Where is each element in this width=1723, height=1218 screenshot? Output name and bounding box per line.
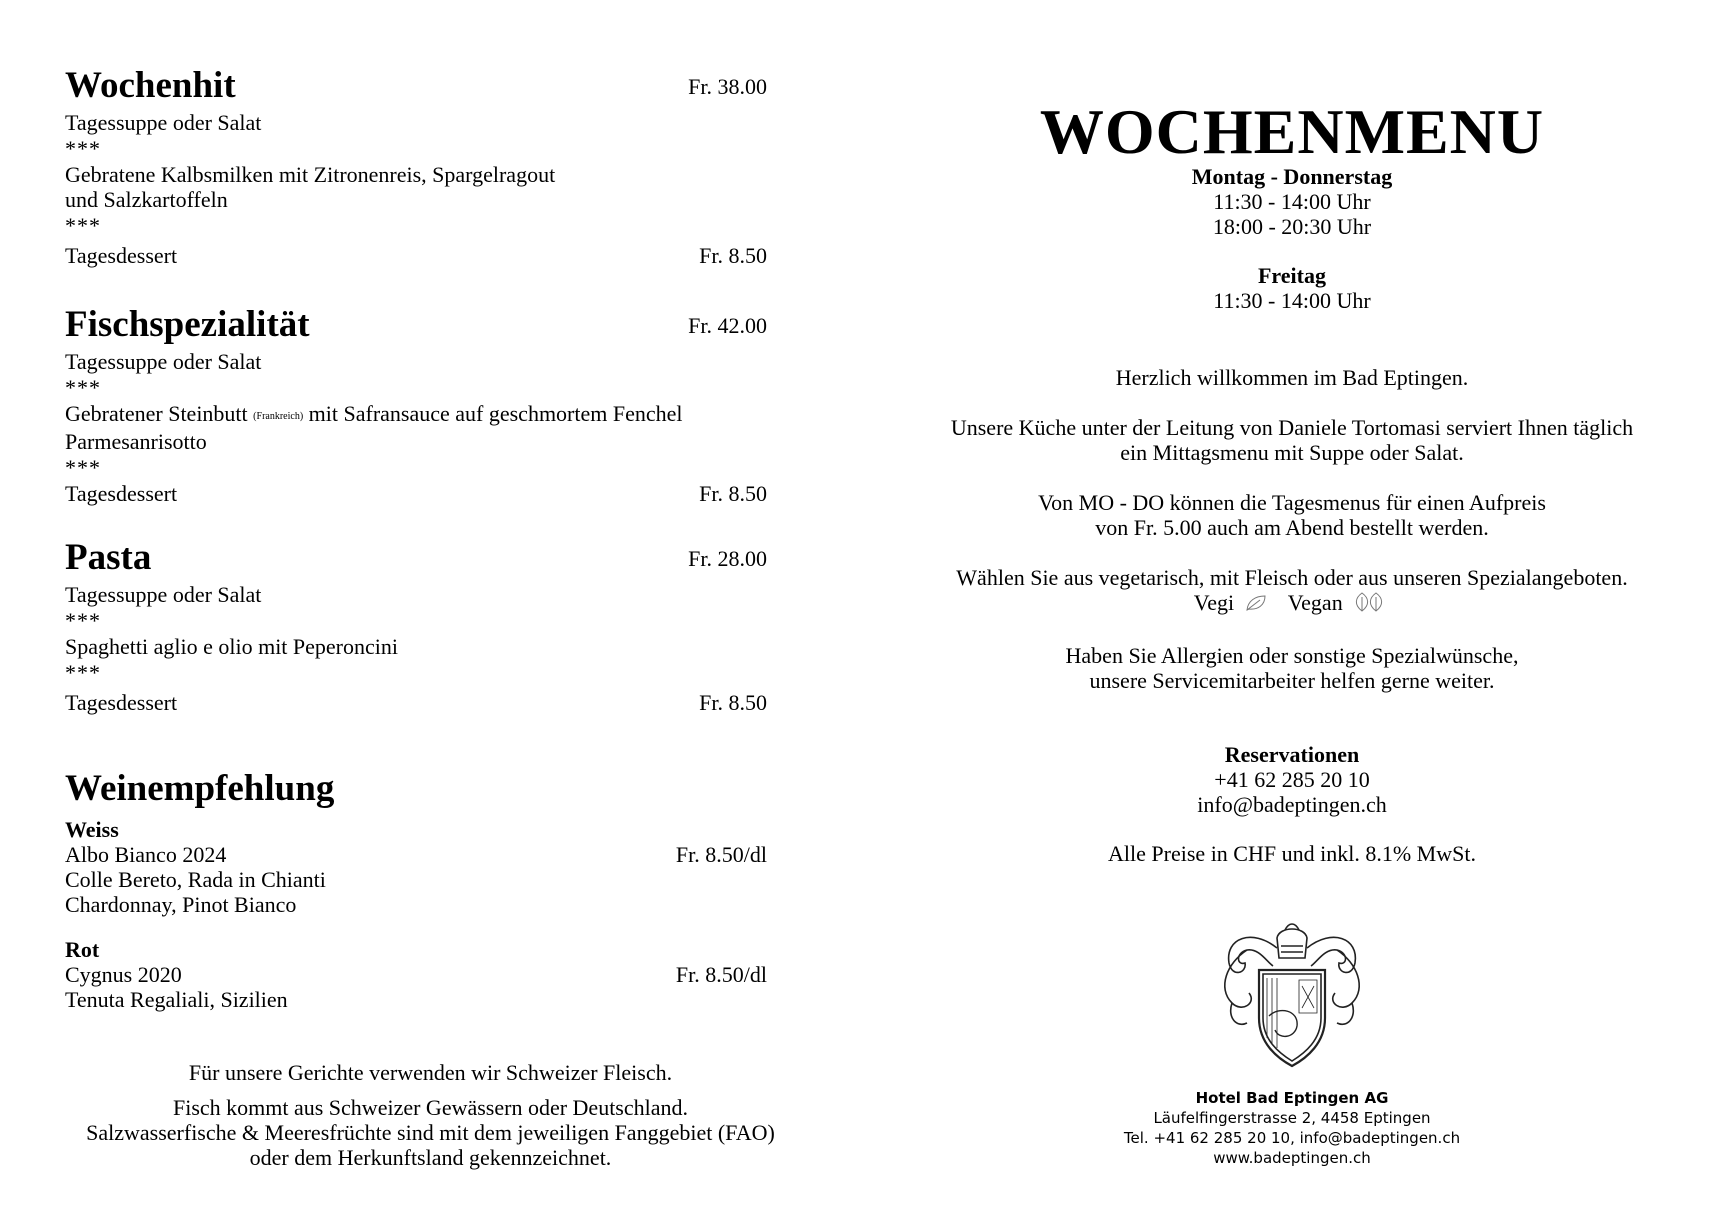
menu-dessert: Tagesdessert <box>65 690 178 715</box>
allergy-line-2: unsere Servicemitarbeiter helfen gerne weiter. <box>1089 668 1495 693</box>
wine-title: Weinempfehlung <box>65 768 335 809</box>
menu-dessert: Tagesdessert <box>65 481 178 506</box>
menu-main-line: und Salzkartoffeln <box>65 187 228 212</box>
menu-price: Fr. 28.00 <box>688 546 767 571</box>
menu-main-line: Parmesanrisotto <box>65 429 207 454</box>
wine-white-label: Weiss <box>65 817 119 842</box>
days-mon-thu: Montag - Donnerstag <box>1191 164 1393 189</box>
allergy-text <box>861 643 1723 693</box>
evening-text <box>861 490 1723 540</box>
menu-wochenhit <box>65 60 767 268</box>
menu-header <box>65 60 767 106</box>
menu-pasta <box>65 532 767 715</box>
street-address: Läufelfingerstrasse 2, 4458 Eptingen <box>1153 1109 1431 1127</box>
menu-header <box>65 299 767 345</box>
days-fri: Freitag <box>1257 263 1326 288</box>
kitchen-line-1: Unsere Küche unter der Leitung von Daniele Tortomasi serviert Ihnen täglich <box>950 415 1634 440</box>
choice-text <box>861 565 1723 618</box>
wine-red-detail: Tenuta Regaliali, Sizilien <box>65 987 288 1012</box>
menu-dessert-row <box>65 690 767 715</box>
origin-note: (Frankreich) <box>253 411 304 422</box>
intro-text <box>861 365 1723 718</box>
allergy-line-1: Haben Sie Allergien oder sonstige Spezialwünsche, <box>1065 643 1519 668</box>
website: www.badeptingen.ch <box>1213 1149 1371 1167</box>
leaf-icon <box>1244 593 1268 618</box>
wine-red-price: Fr. 8.50/dl <box>675 962 767 987</box>
fish-note-2: Salzwasserfische & Meeresfrüchte sind mit dem jeweiligen Fanggebiet (FAO) <box>86 1120 775 1145</box>
menu-starter: Tagessuppe oder Salat <box>65 110 262 135</box>
wine-recommendation <box>65 770 767 1012</box>
menu-dessert-row <box>65 243 767 268</box>
separator: *** <box>65 136 101 161</box>
reservations <box>861 742 1723 866</box>
menu-title: Fischspezialität <box>65 304 310 345</box>
contact-line: Tel. +41 62 285 20 10, info@badeptingen.ch <box>1123 1129 1461 1147</box>
menu-dessert-price: Fr. 8.50 <box>699 243 767 268</box>
email-address: info@badeptingen.ch <box>1197 792 1387 817</box>
company-address <box>861 1088 1723 1168</box>
vegi-label: Vegi <box>1193 590 1235 615</box>
menu-dessert-price: Fr. 8.50 <box>699 481 767 506</box>
welcome-text: Herzlich willkommen im Bad Eptingen. <box>1115 365 1469 390</box>
wine-white-row <box>65 842 767 867</box>
prices-note: Alle Preise in CHF und inkl. 8.1% MwSt. <box>1108 841 1476 866</box>
choice-line: Wählen Sie aus vegetarisch, mit Fleisch oder aus unseren Spezialangeboten. <box>956 565 1628 590</box>
separator: *** <box>65 375 101 400</box>
menu-main-text: Gebratener Steinbutt <box>65 401 248 426</box>
vegan-label: Vegan <box>1287 590 1343 615</box>
menu-main-line: Spaghetti aglio e olio mit Peperoncini <box>65 634 398 659</box>
company-name: Hotel Bad Eptingen AG <box>1195 1089 1389 1107</box>
origin-notes <box>0 1060 861 1170</box>
kitchen-line-2: ein Mittagsmenu mit Suppe oder Salat. <box>1120 440 1464 465</box>
time-dinner: 18:00 - 20:30 Uhr <box>1212 214 1372 239</box>
menu-fischspezialitaet <box>65 299 767 506</box>
menu-dessert-price: Fr. 8.50 <box>699 690 767 715</box>
separator: *** <box>65 455 101 480</box>
opening-hours <box>861 164 1723 313</box>
menu-main-text: mit Safransauce auf geschmortem Fenchel <box>308 401 683 426</box>
coat-of-arms-icon <box>1207 918 1377 1078</box>
menu-main-line <box>65 401 767 429</box>
separator: *** <box>65 660 101 685</box>
time-lunch: 11:30 - 14:00 Uhr <box>1213 189 1371 214</box>
wine-white-grapes: Chardonnay, Pinot Bianco <box>65 892 297 917</box>
menu-price: Fr. 38.00 <box>688 74 767 99</box>
menu-main-line: Gebratene Kalbsmilken mit Zitronenreis, Spargelragout <box>65 162 556 187</box>
evening-line-1: Von MO - DO können die Tagesmenus für einen Aufpreis <box>1038 490 1546 515</box>
time-fri: 11:30 - 14:00 Uhr <box>1213 288 1371 313</box>
menu-title: Pasta <box>65 537 152 578</box>
page-title: WOCHENMENU <box>1039 96 1545 167</box>
menu-header <box>65 532 767 578</box>
reservations-title: Reservationen <box>1224 742 1360 767</box>
menu-price: Fr. 42.00 <box>688 313 767 338</box>
left-page <box>0 0 861 1218</box>
menu-dessert-row <box>65 481 767 506</box>
wine-white-name: Albo Bianco 2024 <box>65 842 227 867</box>
wine-red-row <box>65 962 767 987</box>
double-leaf-icon <box>1352 591 1386 618</box>
wine-white-detail: Colle Bereto, Rada in Chianti <box>65 867 326 892</box>
wine-red-label: Rot <box>65 937 100 962</box>
separator: *** <box>65 608 101 633</box>
meat-note: Für unsere Gerichte verwenden wir Schweizer Fleisch. <box>188 1060 673 1085</box>
menu-title: Wochenhit <box>65 65 236 106</box>
wine-red-name: Cygnus 2020 <box>65 962 182 987</box>
fish-note-3: oder dem Herkunftsland gekennzeichnet. <box>249 1145 612 1170</box>
phone-number: +41 62 285 20 10 <box>1214 767 1370 792</box>
wine-white-price: Fr. 8.50/dl <box>675 842 767 867</box>
crest-logo <box>861 918 1723 1078</box>
separator: *** <box>65 213 101 238</box>
kitchen-text <box>861 415 1723 465</box>
fish-note-1: Fisch kommt aus Schweizer Gewässern oder Deutschland. <box>172 1095 689 1120</box>
evening-line-2: von Fr. 5.00 auch am Abend bestellt werden. <box>1095 515 1489 540</box>
menu-dessert: Tagesdessert <box>65 243 178 268</box>
menu-starter: Tagessuppe oder Salat <box>65 582 262 607</box>
right-page <box>861 0 1723 1218</box>
menu-starter: Tagessuppe oder Salat <box>65 349 262 374</box>
